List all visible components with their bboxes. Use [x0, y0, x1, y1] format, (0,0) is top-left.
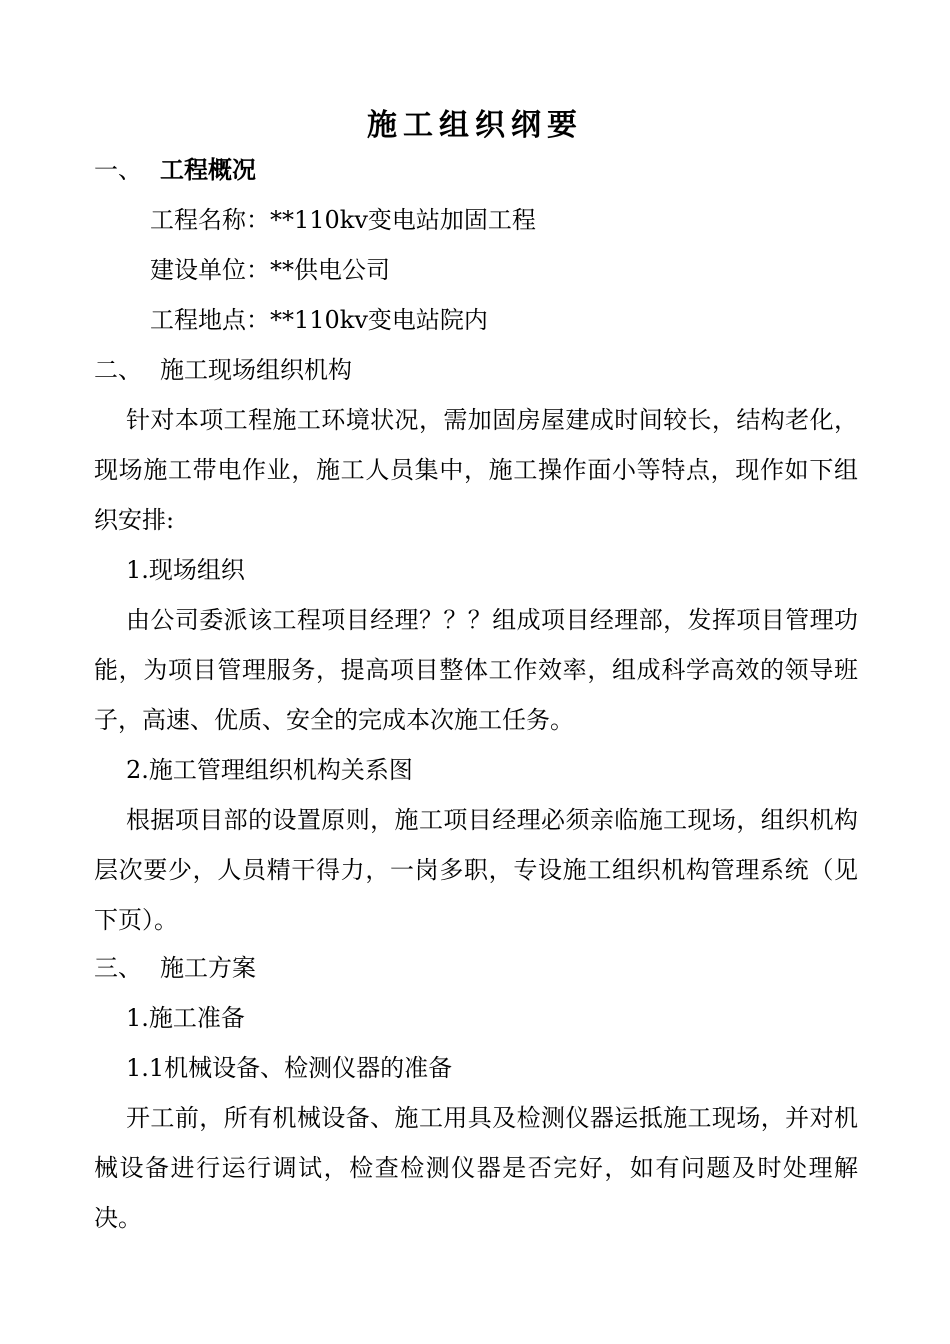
subsection-2-1-text: 由公司委派该工程项目经理？？？组成项目经理部，发挥项目管理功能，为项目管理服务，提高项目整体工作效率，组成科学高效的领导班子，高速、优质、安全的完成本次施工任务。: [94, 606, 858, 734]
section-1-number: 一、: [94, 156, 142, 184]
subsection-3-1-1-text: 开工前，所有机械设备、施工用具及检测仪器运抵施工现场，并对机械设备进行运行调试，检查检测仪器是否完好，如有问题及时处理解决。: [94, 1104, 858, 1232]
subsection-3-1-1-title: 1.1机械设备、检测仪器的准备: [126, 1054, 453, 1082]
builder-value: **供电公司: [270, 256, 390, 284]
project-name-label: 工程名称：: [150, 206, 270, 234]
section-2-number: 二、: [94, 356, 142, 384]
subsection-2-2-text: 根据项目部的设置原则，施工项目经理必须亲临施工现场，组织机构层次要少，人员精干得力，一岗多职，专设施工组织机构管理系统（见下页）。: [94, 806, 858, 934]
builder-row: [150, 255, 390, 285]
subsection-3-1-title: 1.施工准备: [126, 1004, 245, 1032]
project-name-row: [150, 205, 536, 235]
project-name-value: **110kv变电站加固工程: [270, 206, 536, 234]
section-3-heading: [94, 953, 256, 983]
section-2-heading: [94, 355, 352, 385]
section-2-intro: 针对本项工程施工环境状况，需加固房屋建成时间较长，结构老化，现场施工带电作业，施工人员集中，施工操作面小等特点，现作如下组织安排:: [94, 406, 858, 534]
section-1-title: 工程概况: [160, 156, 256, 184]
section-2-title: 施工现场组织机构: [160, 356, 352, 384]
builder-label: 建设单位：: [150, 256, 270, 284]
location-value: **110kv变电站院内: [270, 306, 488, 334]
location-label: 工程地点：: [150, 306, 270, 334]
section-3-title: 施工方案: [160, 954, 256, 982]
document-title: 施工组织纲要: [367, 108, 583, 143]
section-1-heading: [94, 155, 256, 185]
location-row: [150, 305, 488, 335]
subsection-2-2-title: 2.施工管理组织机构关系图: [126, 756, 413, 784]
section-3-number: 三、: [94, 954, 142, 982]
subsection-2-1-title: 1.现场组织: [126, 556, 245, 584]
